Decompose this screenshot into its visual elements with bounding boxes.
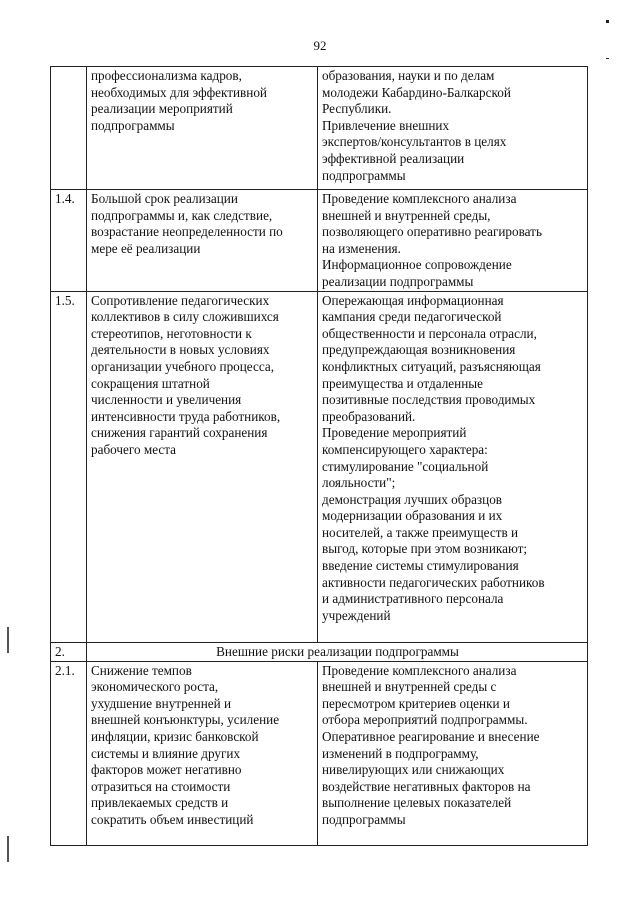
margin-mark bbox=[7, 836, 9, 862]
section-title: Внешние риски реализации подпрограммы bbox=[87, 642, 588, 661]
risk-description: профессионализма кадров, необходимых для эффективной реализации мероприятий подпрограммы bbox=[87, 67, 318, 190]
mitigation-measures: Проведение комплексного анализа внешней и внутренней среды с пересмотром критериев оценки и отбора мероприятий подпрограммы. Оперативное реагирование и внесение изменений в подпрограмму, нивелирующих или снижающих воздействие негативных факторов на выполнение целевых показателей подпрограммы bbox=[318, 661, 588, 845]
risk-description: Большой срок реализации подпрограммы и, как следствие, возрастание неопределенности по мере её реализации bbox=[87, 190, 318, 292]
row-number: 1.5. bbox=[51, 291, 87, 642]
table-row bbox=[51, 661, 588, 845]
margin-mark bbox=[7, 627, 9, 653]
row-number: 2.1. bbox=[51, 661, 87, 845]
mitigation-measures: Проведение комплексного анализа внешней и внутренней среды, позволяющего оперативно реагировать на изменения. Информационное сопровождение реализации подпрограммы bbox=[318, 190, 588, 292]
section-number: 2. bbox=[51, 642, 87, 661]
mitigation-measures: образования, науки и по делам молодежи Кабардино-Балкарской Республики. Привлечение внешних экспертов/консультантов в целях эффективной реализации подпрограммы bbox=[318, 67, 588, 190]
table-row bbox=[51, 291, 588, 642]
risk-description: Снижение темпов экономического роста, ухудшение внутренней и внешней конъюнктуры, усиление инфляции, кризис банковской системы и влияние других факторов может негативно отразиться на стоимости привлекаемых средств и сократить объем инвестиций bbox=[87, 661, 318, 845]
page-number: 92 bbox=[313, 38, 327, 53]
table-row bbox=[51, 190, 588, 292]
row-number bbox=[51, 67, 87, 190]
risk-description: Сопротивление педагогических коллективов в силу сложившихся стереотипов, неготовности к деятельности в новых условиях организации учебного процесса, сокращения штатной численности и увеличения интенсивности труда работников, снижения гарантий сохранения рабочего места bbox=[87, 291, 318, 642]
table-row bbox=[51, 67, 588, 190]
mitigation-measures: Опережающая информационная кампания среди педагогической общественности и персонала отрасли, предупреждающая возникновения конфликтных ситуаций, разъясняющая преимущества и отдаленные позитивные последствия проводимых преобразований. Проведение мероприятий компенсирующего характера: стимулирование "социальной лояльности"; демонстрация лучших образцов модернизации образования и их носителей, а также преимуществ и выгод, которые при этом возникают; введение системы стимулирования активности педагогических работников и административного персонала учреждений bbox=[318, 291, 588, 642]
risk-table bbox=[50, 66, 588, 846]
section-row bbox=[51, 642, 588, 661]
scan-speck bbox=[606, 58, 609, 59]
scan-speck bbox=[606, 20, 609, 23]
row-number: 1.4. bbox=[51, 190, 87, 292]
